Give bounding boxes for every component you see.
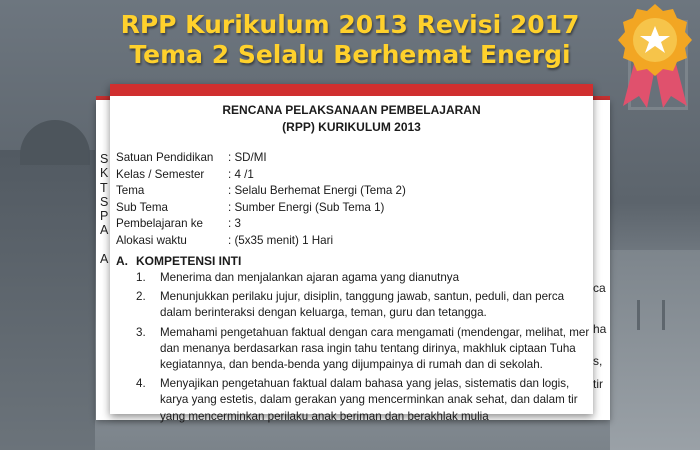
info-row: [116, 233, 586, 250]
info-value: : 3: [228, 217, 241, 230]
background-plant: [637, 300, 665, 330]
list-item: [136, 376, 596, 425]
page-title-line-1: RPP Kurikulum 2013 Revisi 2017: [120, 10, 580, 39]
list-item-text: Memahami pengetahuan faktual dengan cara mengamati (mendengar, melihat, mer: [160, 325, 590, 339]
info-label: Alokasi waktu: [116, 233, 187, 247]
list-item-text: Menyajikan pengetahuan faktual dalam bahasa yang jelas, sistematis dan logis,: [160, 377, 570, 391]
list-item-number: 2.: [136, 290, 146, 304]
list-item-text: dalam berinteraksi dengan keluarga, teman, guru dan tetangga.: [160, 306, 487, 320]
info-value: : Sumber Energi (Sub Tema 1): [228, 200, 385, 214]
side-letter: S: [100, 194, 109, 209]
info-value: : SD/MI: [228, 151, 267, 164]
info-row: [116, 150, 586, 167]
competency-list: [136, 270, 596, 428]
list-item-text: dan menanya berdasarkan rasa ingin tahu tentang dirinya, makhluk ciptaan Tuha: [160, 341, 576, 355]
list-item-text: kegiatannya, dan benda-benda yang dijumpainya di rumah dan di sekolah.: [160, 358, 543, 372]
info-value: : Selalu Berhemat Energi (Tema 2): [228, 184, 406, 197]
info-label: Kelas / Semester: [116, 167, 205, 181]
page-title-line-2: Tema 2 Selalu Berhemat Energi: [129, 40, 571, 69]
document-sheet: [110, 84, 593, 423]
info-value: : (5x35 menit) 1 Hari: [228, 233, 334, 247]
section-number: A.: [116, 254, 128, 268]
info-label: Tema: [116, 184, 145, 197]
side-letter: S: [100, 152, 109, 166]
document-heading: RENCANA PELAKSANAAN PEMBELAJARAN: [222, 103, 481, 117]
info-row: [116, 200, 586, 217]
side-letter: P: [100, 209, 109, 224]
back-sheet-fragment: tir: [593, 377, 603, 391]
list-item-number: 3.: [136, 325, 146, 339]
side-letter: A: [100, 223, 109, 238]
list-item-text: karya yang estetis, dalam gerakan yang mencerminkan anak sehat, dan dalam tir: [160, 393, 578, 407]
background-lamp: [20, 120, 90, 165]
list-item-number: 4.: [136, 377, 146, 391]
background-shelf-right: [610, 250, 700, 450]
list-item-text: yang mencerminkan perilaku anak beriman dan berakhlak mulia: [160, 409, 489, 423]
document-content: [110, 84, 593, 423]
info-label: Pembelajaran ke: [116, 217, 204, 230]
list-item: [136, 325, 596, 374]
info-value: : 4 /1: [228, 167, 254, 181]
background-shelf-left: [0, 150, 95, 450]
star-medal-icon: [613, 2, 697, 110]
info-label: Sub Tema: [116, 200, 168, 214]
back-sheet-fragment: ca: [593, 281, 606, 295]
list-item-text: Menunjukkan perilaku jujur, disiplin, tanggung jawab, santun, peduli, dan perca: [160, 290, 565, 304]
document-subheading: (RPP) KURIKULUM 2013: [282, 120, 421, 134]
side-letter: T: [100, 180, 108, 195]
list-item: [136, 270, 596, 286]
info-row: [116, 216, 586, 233]
back-sheet-fragment: s,: [593, 354, 603, 368]
back-sheet-side-a: A: [100, 252, 109, 266]
info-row: [116, 167, 586, 184]
side-letter: K: [100, 166, 109, 181]
info-table: [116, 150, 586, 249]
list-item: [136, 289, 596, 321]
list-item-text: Menerima dan menjalankan ajaran agama yang dianutnya: [160, 271, 460, 284]
back-sheet-fragment: ha: [593, 322, 607, 336]
info-label: Satuan Pendidikan: [116, 151, 214, 164]
list-item-number: 1.: [136, 271, 146, 284]
section-title: KOMPETENSI INTI: [136, 254, 242, 268]
info-row: [116, 183, 586, 200]
